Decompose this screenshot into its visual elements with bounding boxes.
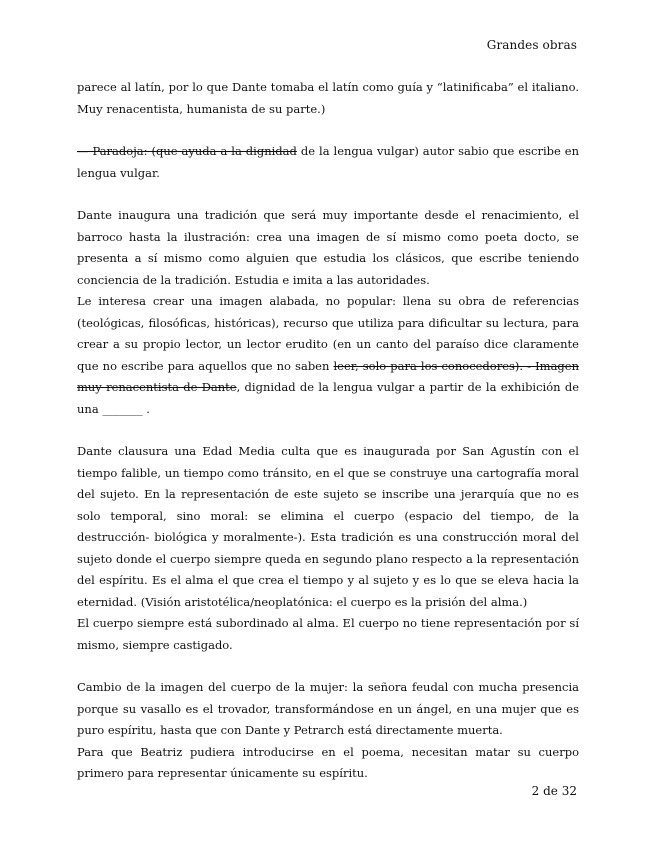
paragraph-text: Le interesa crear una imagen alabada, no popular: llena su obra de referencias (teológicas, filosóficas, históricas), recurso que utiliza para dificultar su lectura, para crear a su propio lector, un lector erudito (en un canto del paraíso dice claramente que no escribe para aquellos que no saben xyxy=(77,294,579,373)
page-number: 2 de 32 xyxy=(531,784,577,798)
document-body xyxy=(77,77,579,785)
strikethrough-text: leer, solo para los conocedores). - Imagen muy renacentista de Dante xyxy=(77,358,579,394)
paragraph-gap xyxy=(77,656,579,677)
paragraph: Dante inaugura una tradición que será muy importante desde el renacimiento, el barroco hasta la ilustración: crea una imagen de sí mismo como poeta docto, se presenta a sí mismo como alguien que estudia los clásicos, que escribe teniendo conciencia de la tradición. Estudia e imita a las autoridades. xyxy=(77,208,579,287)
paragraph: parece al latín, por lo que Dante tomaba el latín como guía y “latinificaba” el italiano. Muy renacentista, humanista de su parte.) xyxy=(77,80,579,116)
paragraph-imagen xyxy=(77,291,579,420)
paragraph: Cambio de la imagen del cuerpo de la mujer: la señora feudal con mucha presencia porque su vasallo es el trovador, transformándose en un ángel, en una mujer que es puro espíritu, hasta que con Dante y Petrarch está directamente muerta. xyxy=(77,680,579,737)
paragraph-gap xyxy=(77,184,579,205)
paragraph-paradoja xyxy=(77,141,579,184)
page-header-title: Grandes obras xyxy=(486,38,577,52)
strikethrough-text: — Paradoja: (que ayuda a la dignidad xyxy=(77,144,297,158)
paragraph: Dante clausura una Edad Media culta que es inaugurada por San Agustín con el tiempo falible, un tiempo como tránsito, en el que se construye una cartografía moral del sujeto. En la representación de este sujeto se inscribe una jerarquía que no es solo temporal, sino moral: se elimina el cuerpo (espacio del tiempo, de la destrucción- biológica y moralmente-). Esta tradición es una construcción moral del sujeto donde el cuerpo siempre queda en segundo plano respecto a la representación del espíritu. Es el alma el que crea el tiempo y al sujeto y es lo que se eleva hacia la eternidad. (Visión aristotélica/neoplatónica: el cuerpo es la prisión del alma.) xyxy=(77,444,579,609)
paragraph-gap xyxy=(77,420,579,441)
paragraph-gap xyxy=(77,120,579,141)
paragraph: Para que Beatriz pudiera introducirse en el poema, necesitan matar su cuerpo primero para representar únicamente su espíritu. xyxy=(77,744,579,780)
paragraph-text: de la lengua vulgar) autor sabio que escribe en lengua vulgar. xyxy=(77,144,579,180)
paragraph: El cuerpo siempre está subordinado al alma. El cuerpo no tiene representación por sí mismo, siempre castigado. xyxy=(77,616,579,652)
paragraph-text: , dignidad de la lengua vulgar a partir de la exhibición de una _______ . xyxy=(77,380,580,416)
